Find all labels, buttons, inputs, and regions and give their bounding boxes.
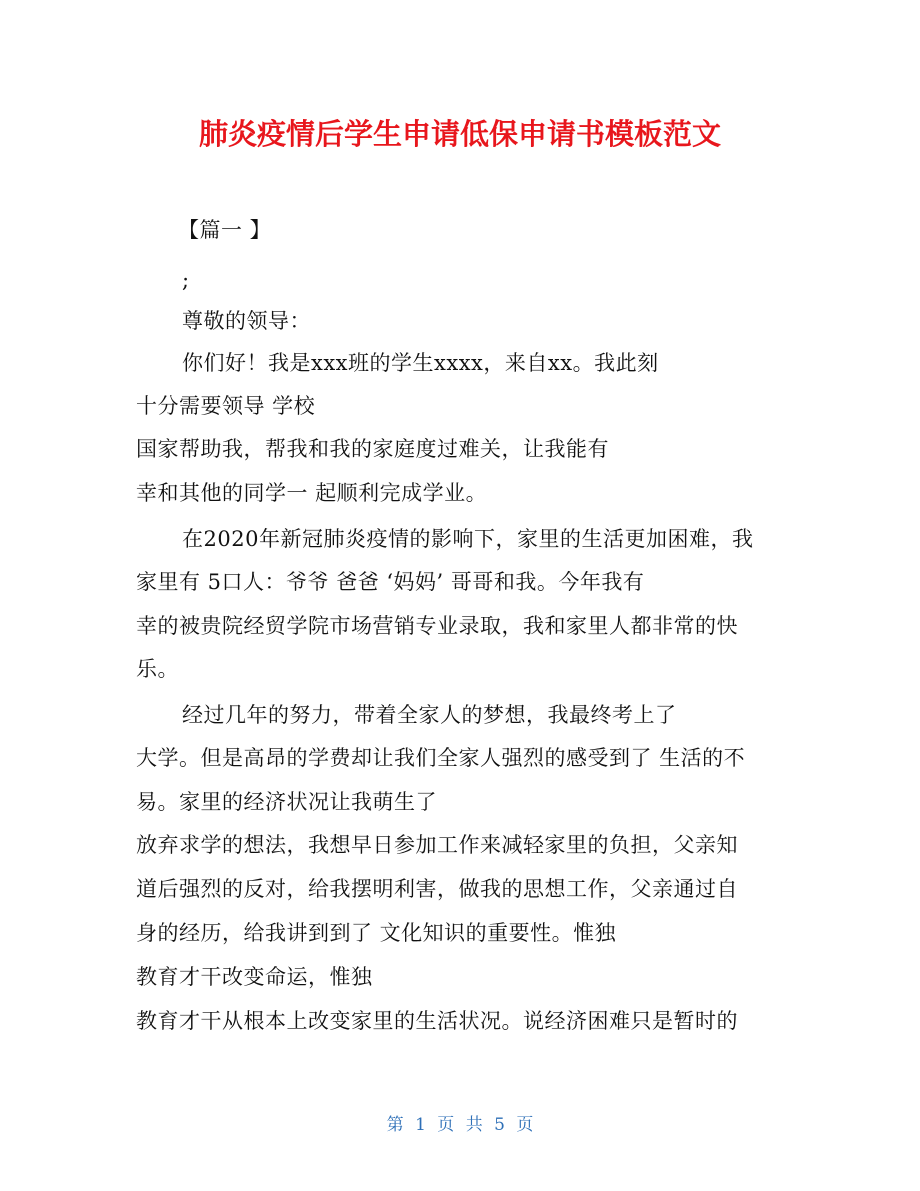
body-line: 幸的被贵院经贸学院市场营销专业录取，我和家里人都非常的快: [136, 614, 738, 638]
document-title: 肺炎疫情后学生申请低保申请书模板范文: [198, 117, 721, 151]
body-line: 十分需要领导 学校: [136, 394, 316, 418]
body-line: 你们好！我是xxx班的学生xxxx，来自xx。我此刻: [182, 351, 659, 375]
section-label: 【篇一 】: [178, 218, 272, 242]
body-line: 在2020年新冠肺炎疫情的影响下，家里的生活更加困难，我: [182, 527, 754, 551]
body-line: 国家帮助我，帮我和我的家庭度过难关，让我能有: [136, 437, 609, 461]
footer-total-pages: 5: [494, 1115, 505, 1135]
body-line: 教育才干从根本上改变家里的生活状况。说经济困难只是暂时的: [136, 1009, 738, 1033]
footer-page-word: 页: [437, 1115, 455, 1135]
body-line: 家里有 5口人：爷爷 爸爸 ‘妈妈’ 哥哥和我。今年我有: [136, 570, 645, 594]
salutation: 尊敬的领导：: [182, 309, 311, 333]
footer-total-prefix: 共: [465, 1115, 483, 1135]
body-line: 乐。: [136, 657, 179, 681]
body-line: 道后强烈的反对，给我摆明利害，做我的思想工作，父亲通过自: [136, 877, 738, 901]
footer-page-prefix: 第: [386, 1115, 404, 1135]
body-line: 教育才干改变命运，惟独: [136, 965, 373, 989]
body-line: 经过几年的努力，带着全家人的梦想，我最终考上了: [182, 703, 677, 727]
body-line: 身的经历，给我讲到到了 文化知识的重要性。惟独: [136, 921, 617, 945]
body-line: 大学。但是高昂的学费却让我们全家人强烈的感受到了 生活的不: [136, 746, 746, 770]
body-line: 易。家里的经济状况让我萌生了: [136, 790, 437, 814]
footer-current-page: 1: [415, 1115, 426, 1135]
body-line: ;: [182, 268, 190, 292]
body-line: 幸和其他的同学一 起顺利完成学业。: [136, 481, 488, 505]
body-line: 放弃求学的想法，我想早日参加工作来减轻家里的负担，父亲知: [136, 833, 738, 857]
page-footer: [0, 1113, 920, 1137]
footer-total-suffix: 页: [516, 1115, 534, 1135]
